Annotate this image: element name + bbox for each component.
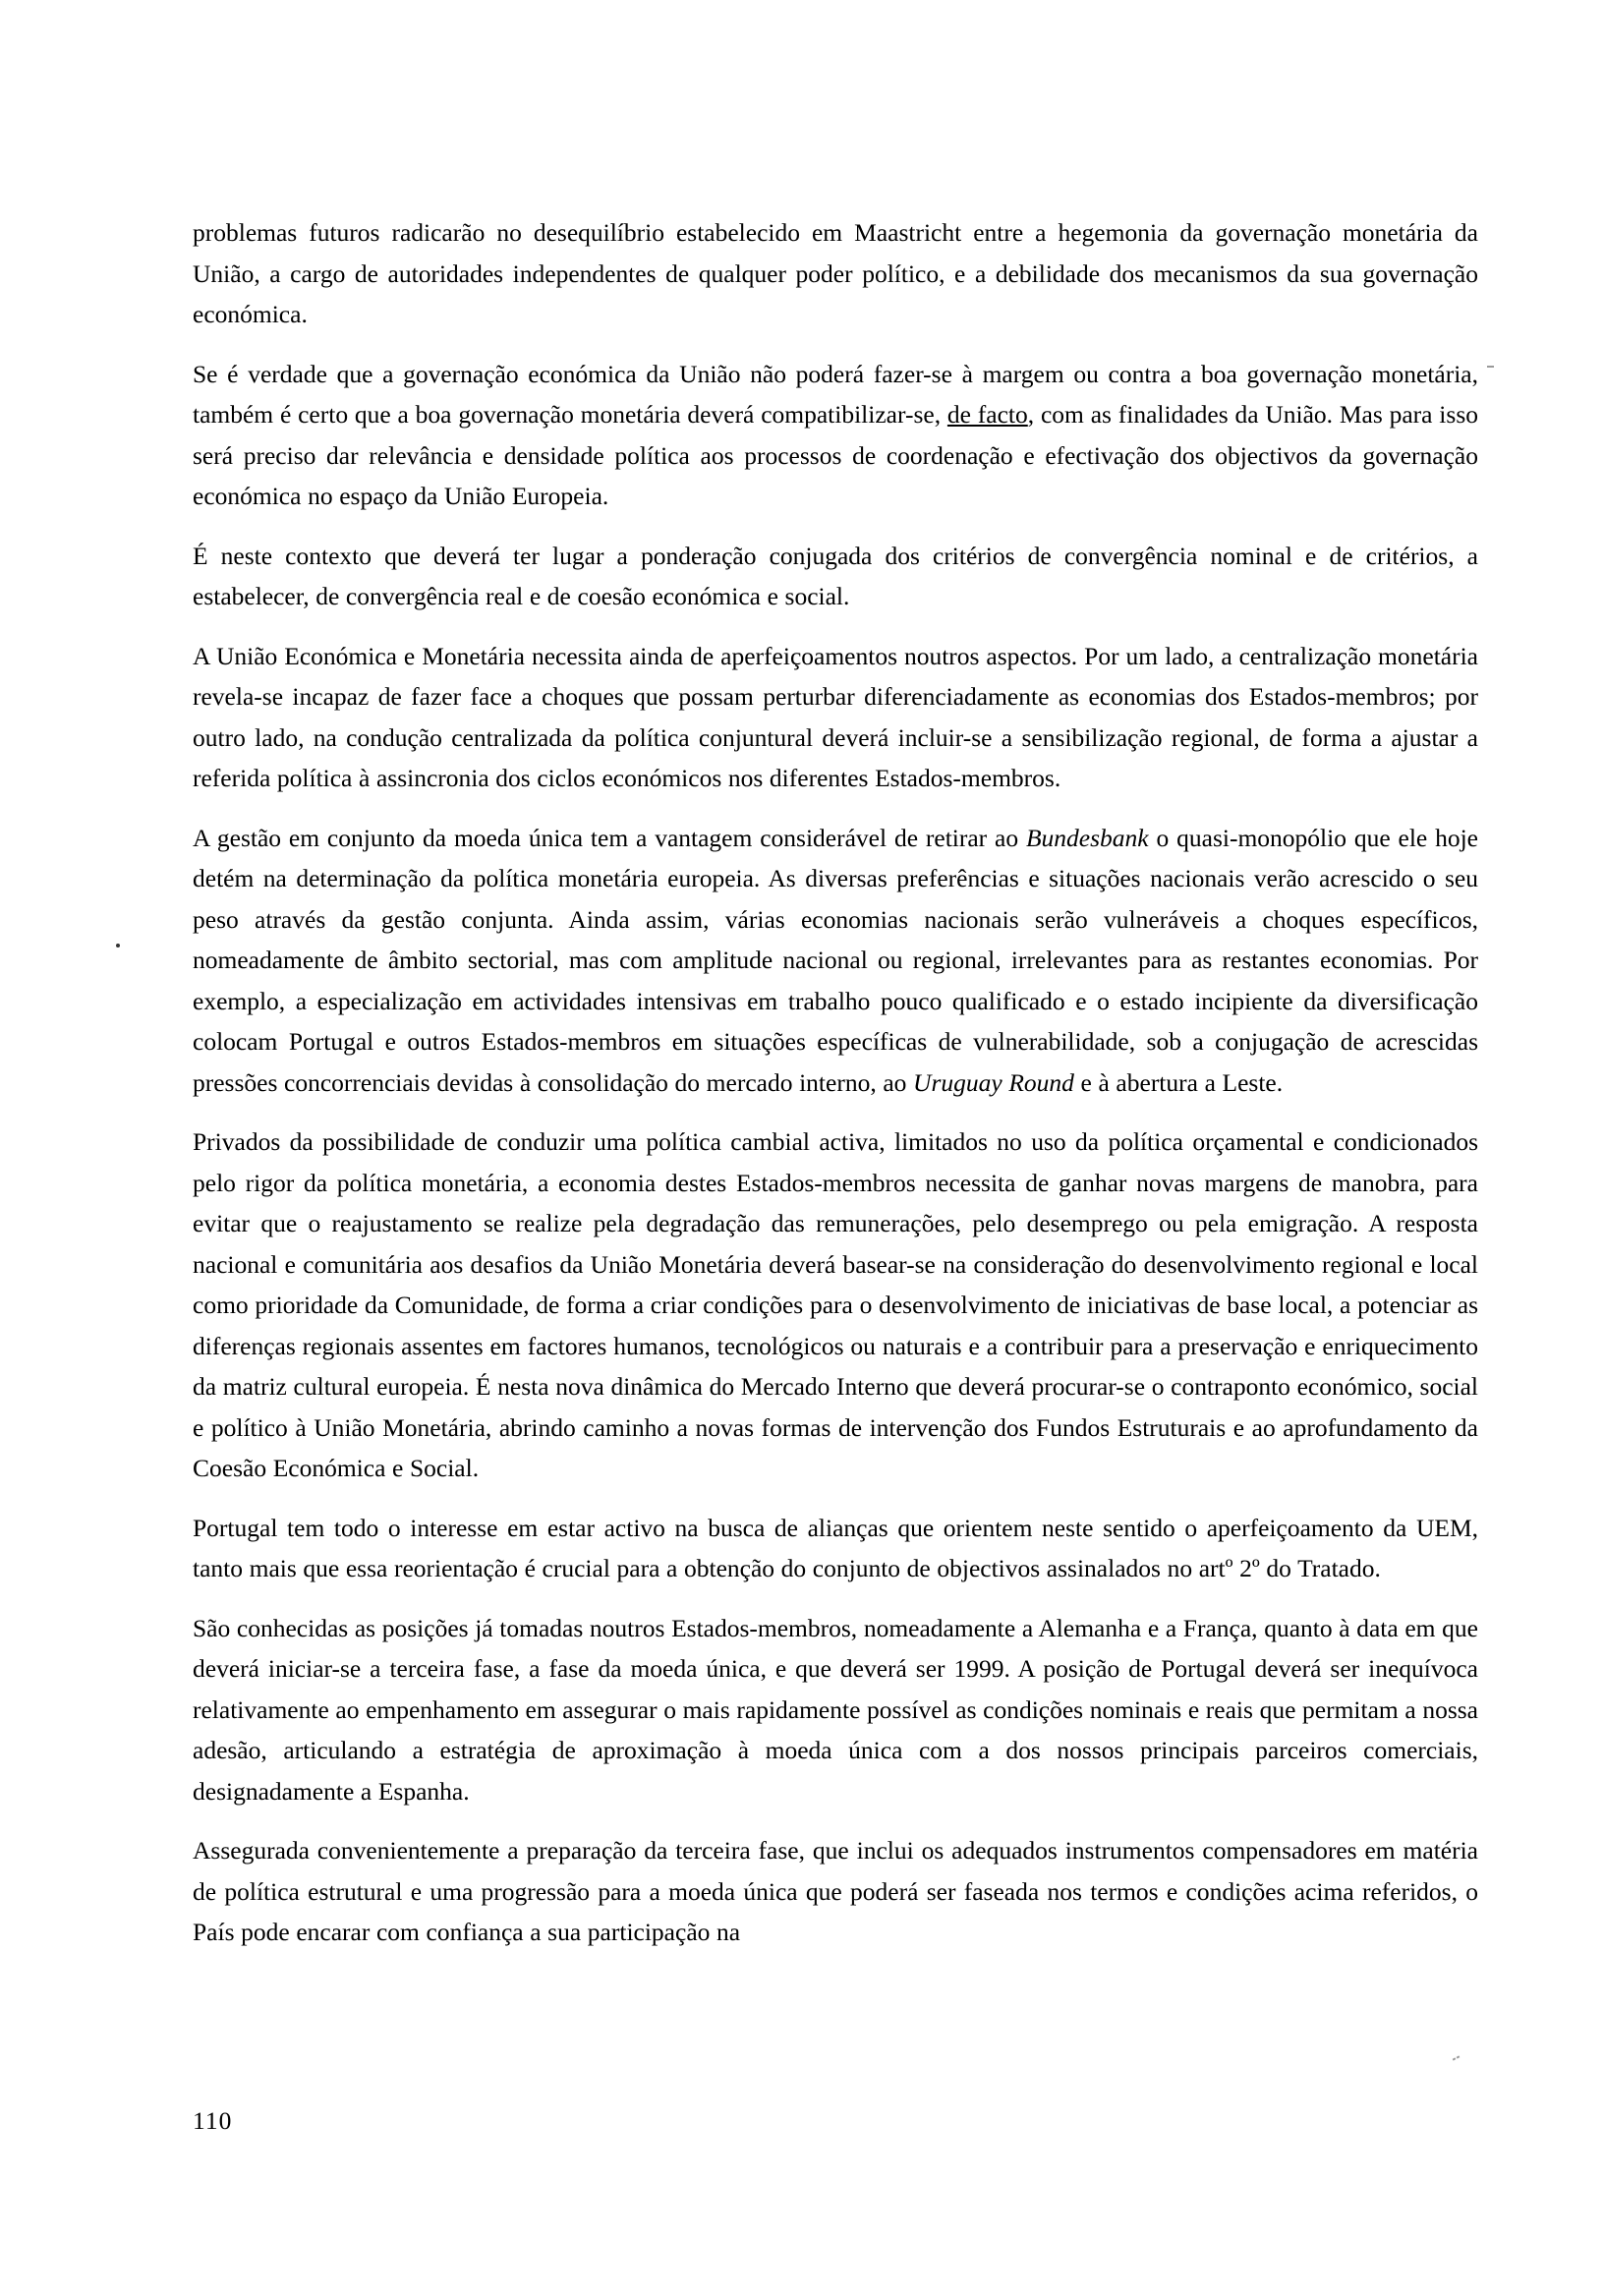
text-run: e à abertura a Leste. (1073, 1067, 1284, 1097)
margin-speck-right-upper (1487, 366, 1494, 368)
text-run: o quasi-monopólio que ele hoje detém na determinação da política monetária europeia. As diversas preferências e situações nacionais verão acrescido o seu peso através da gestão conjunta. Ainda assim, várias economias nacionais serão vulneráveis a choques específicos, nomeadamente de âmbito sectorial, mas com amplitude nacional ou regional, irrelevantes para as restantes economias. Por exemplo, a especialização em actividades intensivas em trabalho pouco qualificado e o estado incipiente da diversificação colocam Portugal e outros Estados-membros em situações específicas de vulnerabilidade, sob a conjugação de acrescidas pressões concorrenciais devidas à consolidação do mercado interno, ao (193, 823, 1479, 1097)
text-run: A União Económica e Monetária necessita ainda de aperfeiçoamentos noutros aspectos. Por um lado, a centralização monetária revela-se incapaz de fazer face a choques que possam perturbar diferenciadamente as economias dos Estados-membros; por outro lado, na condução centralizada da política conjuntural deverá incluir-se a sensibilização regional, de forma a ajustar a referida política à assincronia dos ciclos económicos nos diferentes Estados-membros. (193, 641, 1478, 792)
italic-term: Bundesbank (1025, 823, 1149, 852)
margin-speck-left (116, 944, 120, 947)
paragraph (193, 354, 1478, 517)
margin-speck-right-lower (1453, 2056, 1461, 2063)
text-run: problemas futuros radicarão no desequilíbrio estabelecido em Maastricht entre a hegemonia da governação monetária da União, a cargo de autoridades independentes de qualquer poder político, e a debilidade dos mecanismos da sua governação económica. (193, 218, 1478, 328)
text-run: Se é verdade que a governação económica da União não poderá fazer-se à margem ou contra a boa governação monetária, também é certo que a boa governação monetária deverá compatibilizar-se, (193, 359, 1478, 429)
paragraph (193, 212, 1478, 335)
text-run: Assegurada convenientemente a preparação da terceira fase, que inclui os adequados instrumentos compensadores em matéria de política estrutural e uma progressão para a moeda única que poderá ser faseada nos termos e condições acima referidos, o País pode encarar com confiança a sua participação na (193, 1836, 1478, 1946)
text-run: , com as finalidades da União. Mas para isso será preciso dar relevância e densidade política aos processos de coordenação e efectivação dos objectivos da governação económica no espaço da União Europeia. (193, 400, 1478, 510)
body-text-block (193, 212, 1478, 1953)
text-run: A gestão em conjunto da moeda única tem a vantagem considerável de retirar ao (193, 823, 1026, 852)
text-run: São conhecidas as posições já tomadas noutros Estados-membros, nomeadamente a Alemanha e a França, quanto à data em que deverá iniciar-se a terceira fase, a fase da moeda única, e que deverá ser 1999. A posição de Portugal deverá ser inequívoca relativamente ao empenhamento em assegurar o mais rapidamente possível as condições nominais e reais que permitam a nossa adesão, articulando a estratégia de aproximação à moeda única com a dos nossos principais parceiros comerciais, designadamente a Espanha. (193, 1613, 1478, 1806)
paragraph (193, 636, 1478, 799)
paragraph (193, 1608, 1478, 1812)
paragraph (193, 1830, 1478, 1953)
italic-term: Uruguay Round (913, 1067, 1074, 1097)
page-number: 110 (193, 2106, 233, 2135)
paragraph (193, 536, 1478, 617)
text-run: É neste contexto que deverá ter lugar a ponderação conjugada dos critérios de convergência nominal e de critérios, a estabelecer, de convergência real e de coesão económica e social. (193, 541, 1478, 610)
text-run: Portugal tem todo o interesse em estar activo na busca de alianças que orientem neste sentido o aperfeiçoamento da UEM, tanto mais que essa reorientação é crucial para a obtenção do conjunto de objectivos assinalados no artº 2º do Tratado. (193, 1513, 1478, 1582)
paragraph (193, 1508, 1478, 1589)
underlined-term: de facto (946, 400, 1028, 429)
paragraph (193, 818, 1478, 1104)
paragraph (193, 1121, 1478, 1489)
text-run: Privados da possibilidade de conduzir uma política cambial activa, limitados no uso da política orçamental e condicionados pelo rigor da política monetária, a economia destes Estados-membros necessita de ganhar novas margens de manobra, para evitar que o reajustamento se realize pela degradação das remunerações, pelo desemprego ou pela emigração. A resposta nacional e comunitária aos desafios da União Monetária deverá basear-se na consideração do desenvolvimento regional e local como prioridade da Comunidade, de forma a criar condições para o desenvolvimento de iniciativas de base local, a potenciar as diferenças regionais assentes em factores humanos, tecnológicos ou naturais e a contribuir para a preservação e enriquecimento da matriz cultural europeia. É nesta nova dinâmica do Mercado Interno que deverá procurar-se o contraponto económico, social e político à União Monetária, abrindo caminho a novas formas de intervenção dos Fundos Estruturais e ao aprofundamento da Coesão Económica e Social. (193, 1127, 1478, 1482)
